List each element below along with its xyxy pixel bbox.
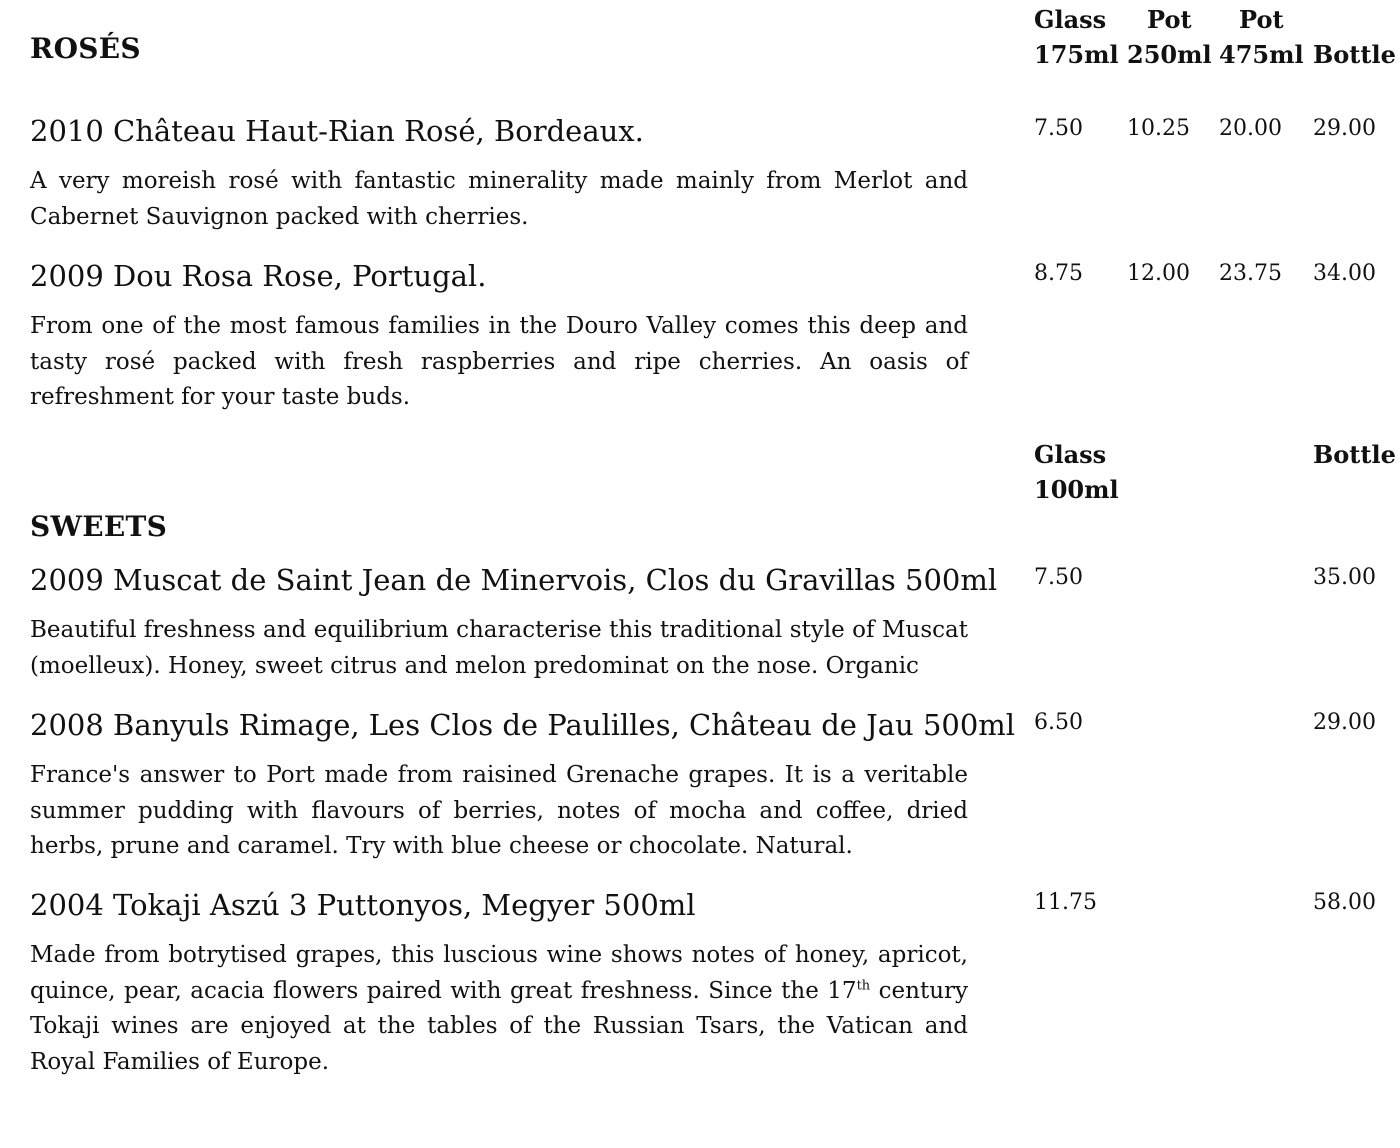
description-line: refreshment for your taste buds. <box>30 384 411 410</box>
header-bottle: Bottle <box>1313 440 1396 469</box>
description-line: tasty rosé packed with fresh raspberries and ripe cherries. An oasis of <box>30 348 968 375</box>
wine-description <box>30 613 968 684</box>
header-pot-250 <box>1127 2 1212 72</box>
header-line: 100ml <box>1034 475 1119 504</box>
header-glass-100 <box>1034 437 1119 507</box>
header-line: 250ml <box>1127 40 1212 69</box>
header-line: 475ml <box>1219 40 1304 69</box>
description-line: herbs, prune and caramel. Try with blue cheese or chocolate. Natural. <box>30 833 853 859</box>
wine-name: 2008 Banyuls Rimage, Les Clos de Paulilles, Château de Jau 500ml <box>30 708 1016 742</box>
price-pot-475: 23.75 <box>1219 261 1282 286</box>
description-line: summer pudding with flavours of berries, notes of mocha and coffee, dried <box>30 797 968 824</box>
price-glass: 11.75 <box>1034 890 1097 915</box>
price-pot-250: 10.25 <box>1127 116 1190 141</box>
wine-description <box>30 938 968 1080</box>
price-bottle: 58.00 <box>1313 890 1376 915</box>
description-line: Beautiful freshness and equilibrium characterise this traditional style of Muscat <box>30 617 968 643</box>
ordinal-superscript: th <box>856 977 871 993</box>
wine-description <box>30 309 968 416</box>
price-pot-475: 20.00 <box>1219 116 1282 141</box>
description-line: Made from botrytised grapes, this luscious wine shows notes of honey, apricot, <box>30 942 968 968</box>
description-line <box>30 974 968 1010</box>
wine-description <box>30 164 968 235</box>
header-glass-175 <box>1034 2 1119 72</box>
description-line: From one of the most famous families in the Douro Valley comes this deep and <box>30 313 968 339</box>
wine-name: 2004 Tokaji Aszú 3 Puttonyos, Megyer 500ml <box>30 888 696 922</box>
wine-description <box>30 758 968 865</box>
description-line: Tokaji wines are enjoyed at the tables of the Russian Tsars, the Vatican and <box>30 1013 968 1039</box>
header-line: Pot <box>1239 5 1284 34</box>
wine-name: 2009 Dou Rosa Rose, Portugal. <box>30 259 487 293</box>
header-line: Glass <box>1034 5 1107 34</box>
description-line: Royal Families of Europe. <box>30 1048 330 1075</box>
header-pot-475 <box>1219 2 1304 72</box>
header-line: Glass <box>1034 440 1107 469</box>
price-pot-250: 12.00 <box>1127 261 1190 286</box>
header-line: Pot <box>1147 5 1192 34</box>
price-glass: 6.50 <box>1034 710 1083 735</box>
header-line: 175ml <box>1034 40 1119 69</box>
price-glass: 8.75 <box>1034 261 1083 286</box>
price-glass: 7.50 <box>1034 565 1083 590</box>
header-bottle: Bottle <box>1313 40 1396 69</box>
price-bottle: 35.00 <box>1313 565 1376 590</box>
price-bottle: 29.00 <box>1313 710 1376 735</box>
description-line: A very moreish rosé with fantastic minerality made mainly from Merlot and <box>30 168 968 194</box>
description-line: (moelleux). Honey, sweet citrus and melon predominat on the nose. Organic <box>30 652 919 679</box>
section-title-sweets: SWEETS <box>30 510 168 543</box>
price-bottle: 34.00 <box>1313 261 1376 286</box>
price-bottle: 29.00 <box>1313 116 1376 141</box>
section-title-roses: ROSÉS <box>30 32 141 65</box>
description-text: quince, pear, acacia flowers paired with great freshness. Since the 17 <box>30 977 857 1004</box>
wine-name: 2009 Muscat de Saint Jean de Minervois, Clos du Gravillas 500ml <box>30 563 998 597</box>
description-text: century <box>870 977 968 1004</box>
description-line: France's answer to Port made from raisined Grenache grapes. It is a veritable <box>30 762 968 788</box>
description-line: Cabernet Sauvignon packed with cherries. <box>30 203 529 230</box>
price-glass: 7.50 <box>1034 116 1083 141</box>
wine-name: 2010 Château Haut-Rian Rosé, Bordeaux. <box>30 114 644 148</box>
